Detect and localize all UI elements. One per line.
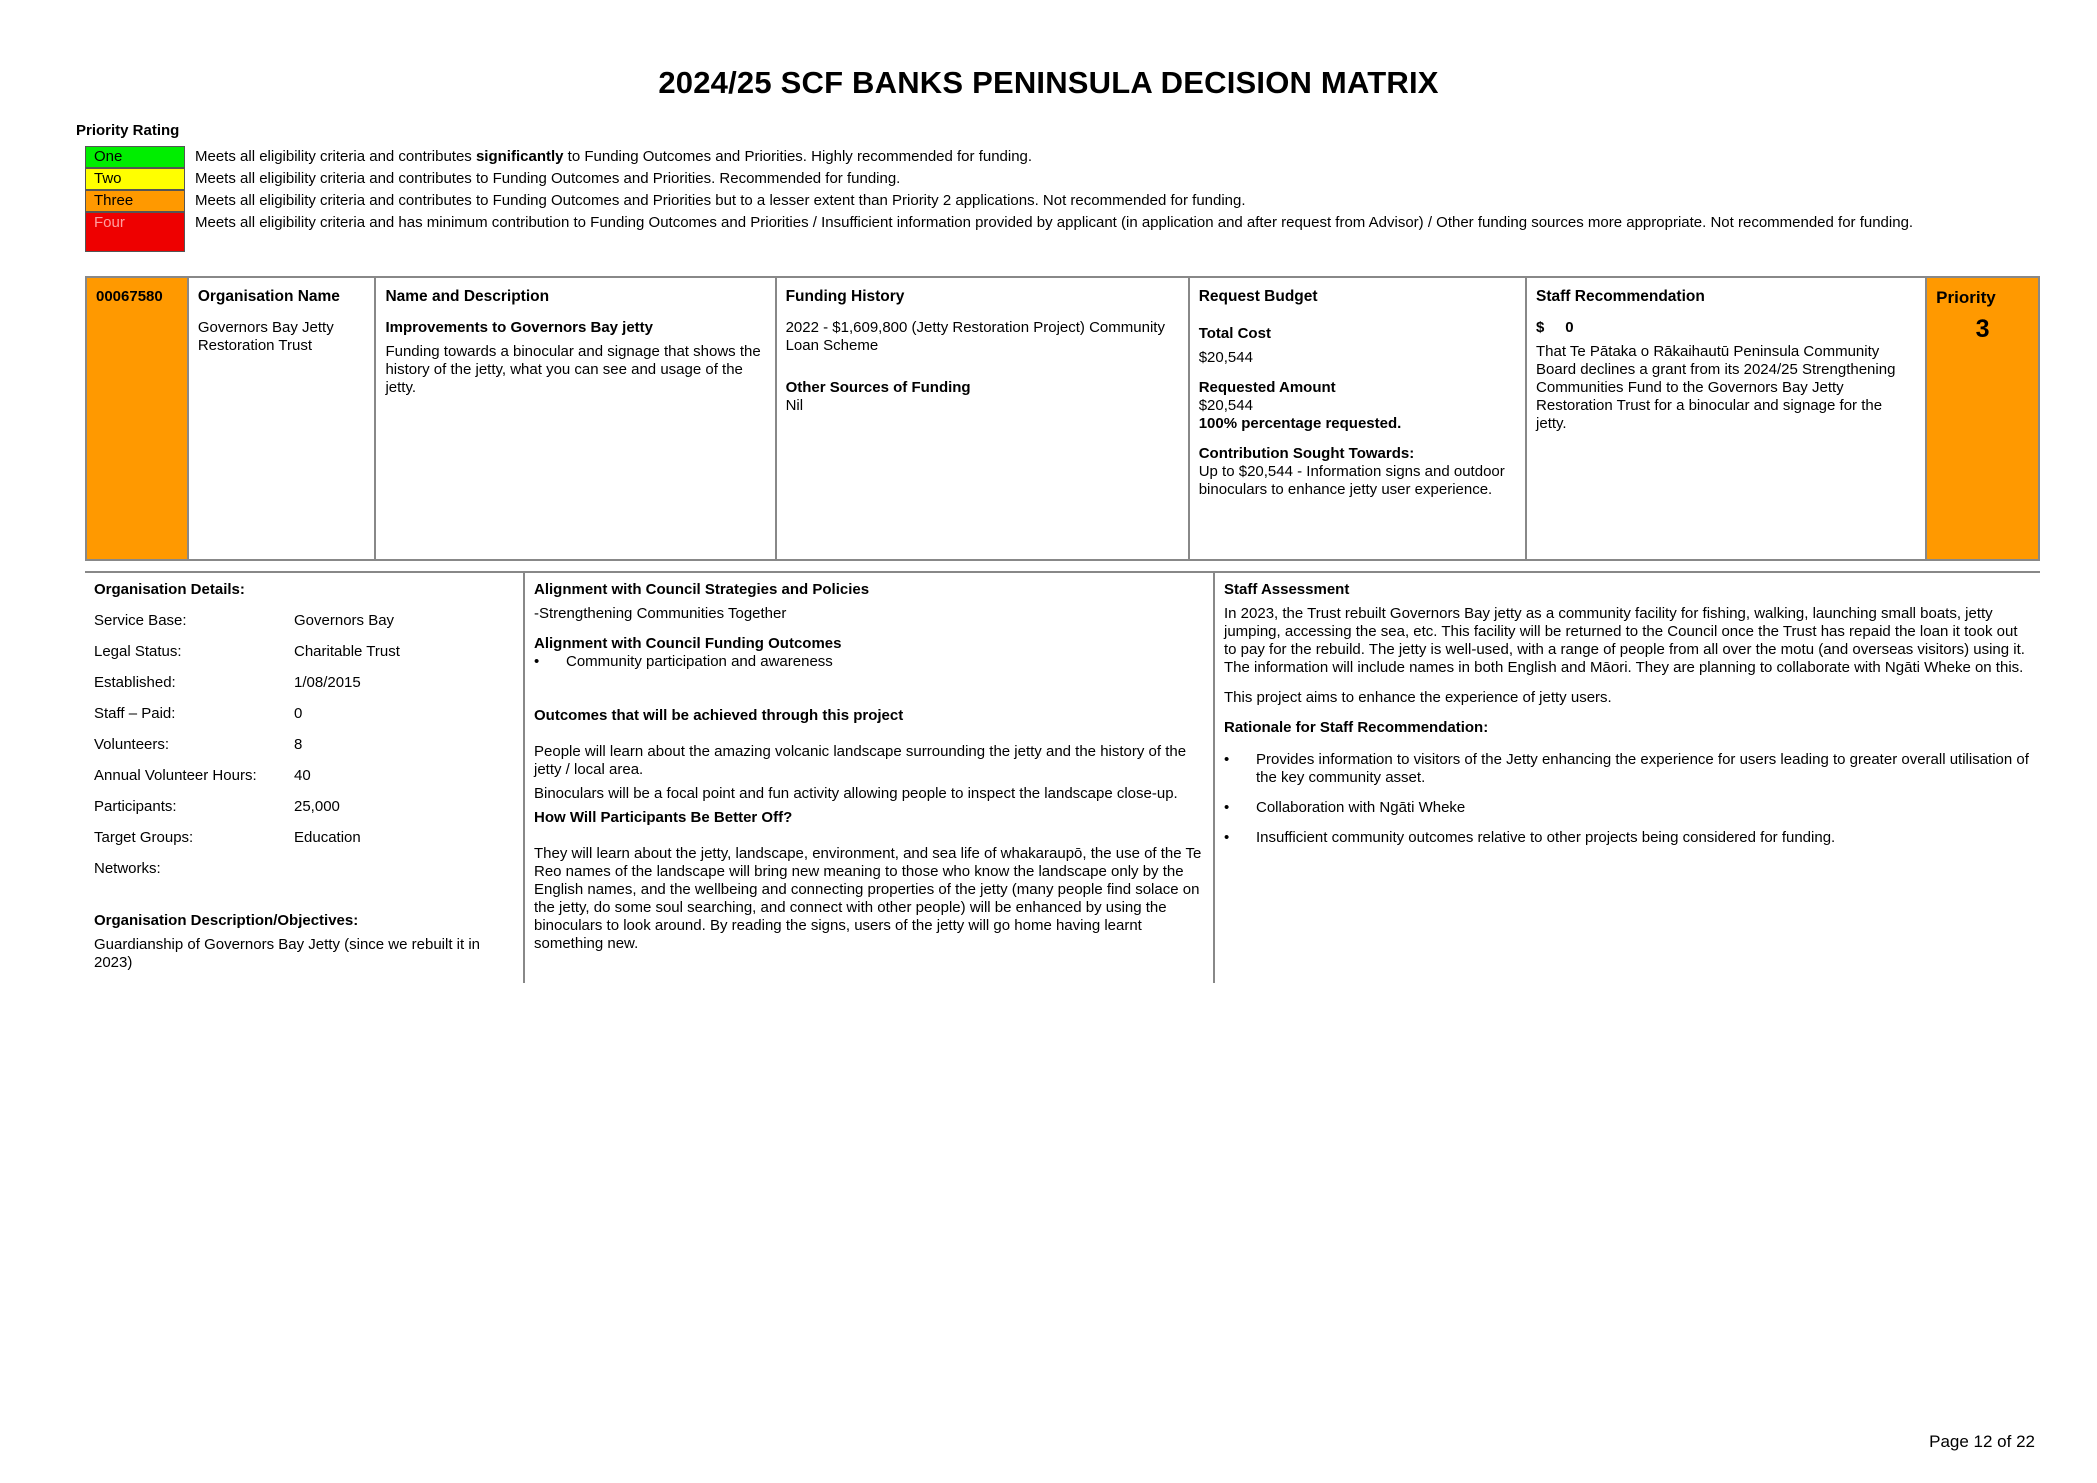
funding-history-cell <box>777 278 1190 559</box>
legend-row-three <box>85 190 1985 212</box>
detail-row: Volunteers: 8 <box>94 736 303 753</box>
staff-assessment-heading: Staff Assessment <box>1224 581 1350 598</box>
list-item: • Insufficient community outcomes relative to other projects being considered for funding. <box>1224 829 2031 847</box>
details-section <box>85 571 2040 983</box>
rationale-list <box>1224 751 2031 847</box>
request-budget-header: Request Budget <box>1198 288 1318 305</box>
org-name-cell <box>189 278 377 559</box>
rationale-heading: Rationale for Staff Recommendation: <box>1224 719 1489 736</box>
detail-row: Participants: 25,000 <box>94 798 340 815</box>
alignment-column <box>525 573 1215 983</box>
detail-row: Target Groups: Education <box>94 829 361 846</box>
priority-header: Priority <box>1936 288 1996 307</box>
org-description-heading: Organisation Description/Objectives: <box>94 912 359 929</box>
project-description: Funding towards a binocular and signage that shows the history of the jetty, what you can see and usage of the jetty. <box>385 342 761 396</box>
legend-swatch-three: Three <box>85 190 185 212</box>
funding-history: 2022 - $1,609,800 (Jetty Restoration Project) Community Loan Scheme <box>785 318 1165 354</box>
application-summary-table <box>85 276 2040 561</box>
legend-desc-three: Meets all eligibility criteria and contributes to Funding Outcomes and Priorities but to a lesser extent than Priority 2 applications. Not recommended for funding. <box>195 192 1246 209</box>
funding-outcomes-list <box>534 653 1204 671</box>
org-name-header: Organisation Name <box>197 288 340 305</box>
page-title: 2024/25 SCF BANKS PENINSULA DECISION MATRIX <box>658 65 1439 100</box>
detail-row: Established: 1/08/2015 <box>94 674 361 691</box>
list-item: • Provides information to visitors of the Jetty enhancing the experience for users leading to greater overall utilisation of the key community asset. <box>1224 751 2031 787</box>
detail-row: Annual Volunteer Hours: 40 <box>94 767 311 784</box>
project-title: Improvements to Governors Bay jetty <box>385 318 654 336</box>
legend-desc-one: Meets all eligibility criteria and contributes significantly to Funding Outcomes and Priorities. Highly recommended for funding. <box>195 148 1033 165</box>
detail-row: Service Base: Governors Bay <box>94 612 395 629</box>
detail-row: Legal Status: Charitable Trust <box>94 643 400 660</box>
recommendation-amount: $ 0 <box>1536 318 1574 336</box>
staff-recommendation-header: Staff Recommendation <box>1536 288 1705 305</box>
name-description-cell <box>376 278 776 559</box>
total-cost-label: Total Cost <box>1198 324 1271 342</box>
project-outcomes-heading: Outcomes that will be achieved through this project <box>534 707 904 724</box>
priority-rating-heading: Priority Rating <box>76 122 180 139</box>
detail-row: Staff – Paid: 0 <box>94 705 303 722</box>
project-outcomes-text-1: People will learn about the amazing volcanic landscape surrounding the jetty and the history of the jetty / local area. <box>534 743 1187 778</box>
project-outcomes-text-2: Binoculars will be a focal point and fun activity allowing people to inspect the landscape close-up. <box>534 785 1178 802</box>
contribution-sought: Up to $20,544 - Information signs and outdoor binoculars to enhance jetty user experience. <box>1198 462 1505 498</box>
requested-amount-label: Requested Amount <box>1198 378 1336 396</box>
organisation-details-column <box>85 573 525 983</box>
org-description: Guardianship of Governors Bay Jetty (since we rebuilt it in 2023) <box>94 936 481 971</box>
legend-desc-four: Meets all eligibility criteria and has minimum contribution to Funding Outcomes and Priorities / Insufficient information provided by applicant (in application and after request from Advisor) / Other funding sources more appropriate. Not recommended for funding. <box>195 214 1914 231</box>
better-off-text: They will learn about the jetty, landscape, environment, and sea life of whakaraupō, the use of the Te Reo names of the landscape will bring new meaning to those who know the landscape only by the English names, and the wellbeing and connecting properties of the jetty (many people find solace on the jetty, do some soul searching, and connect with other people) will be enhanced by using the binoculars to look around. By reading the signs, users of the jetty will go home having learnt something new. <box>534 845 1202 952</box>
detail-row: Networks: <box>94 860 161 877</box>
other-sources-header: Other Sources of Funding <box>785 378 971 396</box>
priority-legend <box>85 146 1985 252</box>
staff-assessment-column <box>1215 573 2040 983</box>
list-item: • Community participation and awareness <box>534 653 1204 671</box>
staff-assessment-text-2: This project aims to enhance the experience of jetty users. <box>1224 689 1612 706</box>
application-id: 00067580 <box>87 278 189 559</box>
legend-row-four <box>85 212 1985 252</box>
legend-swatch-two: Two <box>85 168 185 190</box>
staff-assessment-text-1: In 2023, the Trust rebuilt Governors Bay jetty as a community facility for fishing, walking, launching small boats, jetty jumping, accessing the sea, etc. This facility will be returned to the Council once the Trust has repaid the loan it took out to pay for the rebuild. The jetty is well-used, with a range of people from all over the motu (and overseas visitors) using it. The information will include names in both English and Māori. They are planning to collaborate with Ngāti Wheke on this. <box>1224 605 2025 676</box>
funding-outcomes-heading: Alignment with Council Funding Outcomes <box>534 635 842 652</box>
legend-row-one <box>85 146 1985 168</box>
legend-row-two <box>85 168 1985 190</box>
page-number: Page 12 of 22 <box>1929 1432 2035 1451</box>
recommendation-text: That Te Pātaka o Rākaihautū Peninsula Community Board declines a grant from its 2024/25 Strengthening Communities Fund to the Governors Bay Jetty Restoration Trust for a binocular and signage for the jetty. <box>1536 342 1896 432</box>
priority-cell <box>1927 278 2038 559</box>
requested-amount: $20,544 <box>1198 396 1253 414</box>
legend-swatch-one: One <box>85 146 185 168</box>
legend-swatch-four: Four <box>85 212 185 252</box>
legend-desc-two: Meets all eligibility criteria and contributes to Funding Outcomes and Priorities. Recommended for funding. <box>195 170 901 187</box>
strategies-text: -Strengthening Communities Together <box>534 605 787 622</box>
percent-requested: 100% percentage requested. <box>1198 414 1402 432</box>
other-sources: Nil <box>785 396 804 414</box>
strategies-heading: Alignment with Council Strategies and Policies <box>534 581 870 598</box>
priority-value: 3 <box>1975 315 1990 344</box>
list-item: • Collaboration with Ngāti Wheke <box>1224 799 2031 817</box>
name-description-header: Name and Description <box>385 288 550 305</box>
org-name: Governors Bay Jetty Restoration Trust <box>197 318 334 354</box>
contribution-label: Contribution Sought Towards: <box>1198 444 1415 462</box>
total-cost: $20,544 <box>1198 348 1253 366</box>
request-budget-cell <box>1190 278 1527 559</box>
staff-recommendation-cell <box>1527 278 1927 559</box>
better-off-heading: How Will Participants Be Better Off? <box>534 809 793 826</box>
funding-history-header: Funding History <box>785 288 905 305</box>
org-details-heading: Organisation Details: <box>94 581 245 598</box>
